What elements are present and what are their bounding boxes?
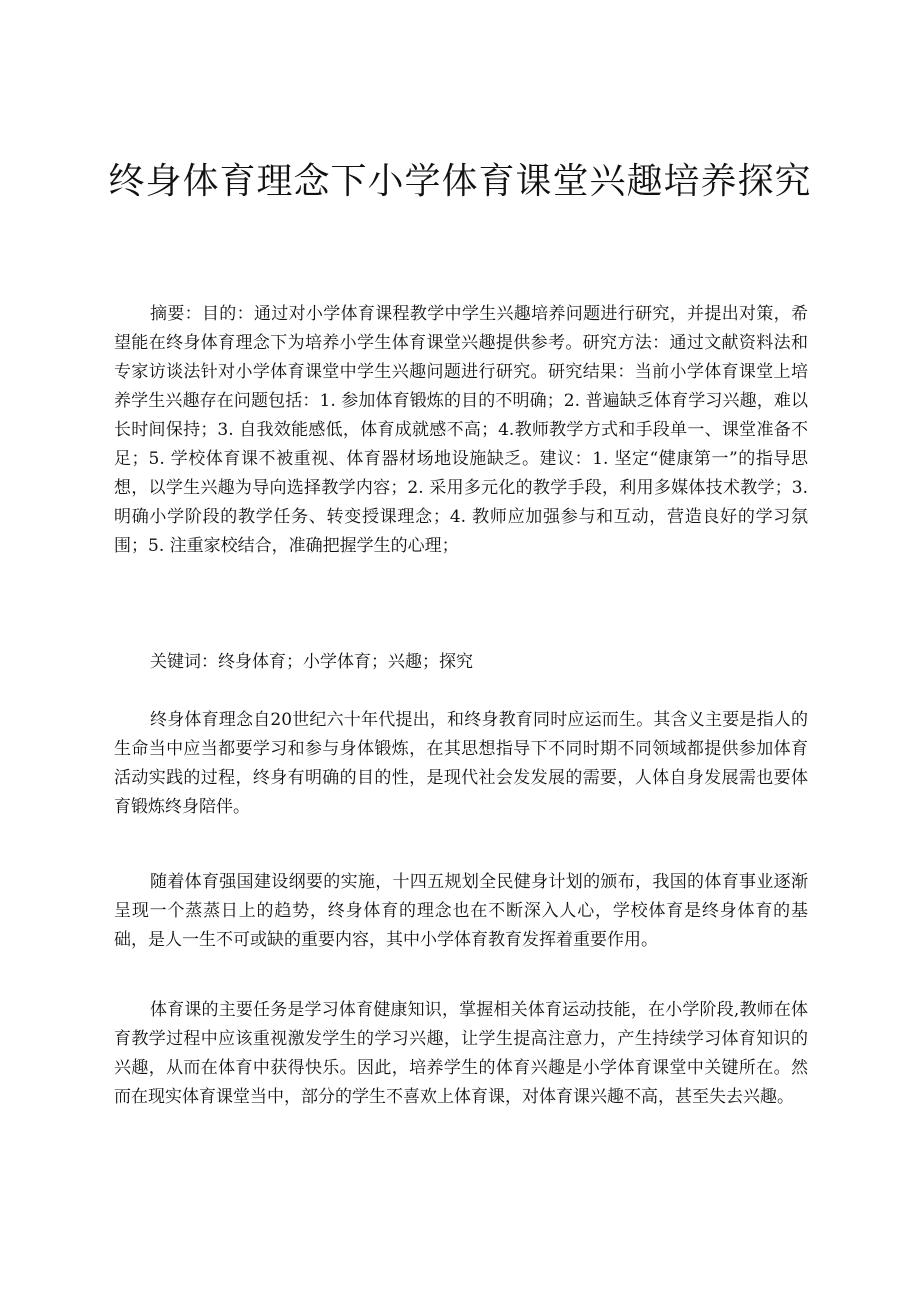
body-paragraph: 终身体育理念自20世纪六十年代提出，和终身教育同时应运而生。其含义主要是指人的生命当中应当都要学习和参与身体锻炼，在其思想指导下不同时期不同领域都提供参加体育活动实践的过程，终身有明确的目的性，是现代社会发发展的需要，人体自身发展需也要体育锻炼终身陪伴。: [114, 710, 808, 817]
body-paragraph: 体育课的主要任务是学习体育健康知识，掌握相关体育运动技能，在小学阶段,教师在体育教学过程中应该重视激发学生的学习兴趣，让学生提高注意力，产生持续学习体育知识的兴趣，从而在体育中获得快乐。因此，培养学生的体育兴趣是小学体育课堂中关键所在。然而在现实体育课堂当中，部分的学生不喜欢上体育课，对体育课兴趣不高，甚至失去兴趣。: [114, 1000, 808, 1107]
body-paragraph: 随着体育强国建设纲要的实施，十四五规划全民健身计划的颁布，我国的体育事业逐渐呈现一个蒸蒸日上的趋势，终身体育的理念也在不断深入人心，学校体育是终身体育的基础，是人一生不可或缺的重要内容，其中小学体育教育发挥着重要作用。: [114, 872, 808, 950]
document-title: 终身体育理念下小学体育课堂兴趣培养探究: [108, 161, 812, 202]
keywords-line: 关键词：终身体育；小学体育；兴趣；探究: [150, 652, 473, 672]
abstract-paragraph: 摘要：目的：通过对小学体育课程教学中学生兴趣培养问题进行研究，并提出对策，希望能在终身体育理念下为培养小学生体育课堂兴趣提供参考。研究方法：通过文献资料法和专家访谈法针对小学体育课堂中学生兴趣问题进行研究。研究结果：当前小学体育课堂上培养学生兴趣存在问题包括：1. 参加体育锻炼的目的不明确；2. 普遍缺乏体育学习兴趣，难以长时间保持；3. 自我效能感低，体育成就感不高；4.教师教学方式和手段单一、课堂准备不足；5. 学校体育课不被重视、体育器材场地设施缺乏。建议：1. 坚定“健康第一”的指导思想，以学生兴趣为导向选择教学内容；2. 采用多元化的教学手段，利用多媒体技术教学；3.明确小学阶段的教学任务、转变授课理念；4. 教师应加强参与和互动，营造良好的学习氛围；5. 注重家校结合，准确把握学生的心理；: [114, 304, 808, 556]
